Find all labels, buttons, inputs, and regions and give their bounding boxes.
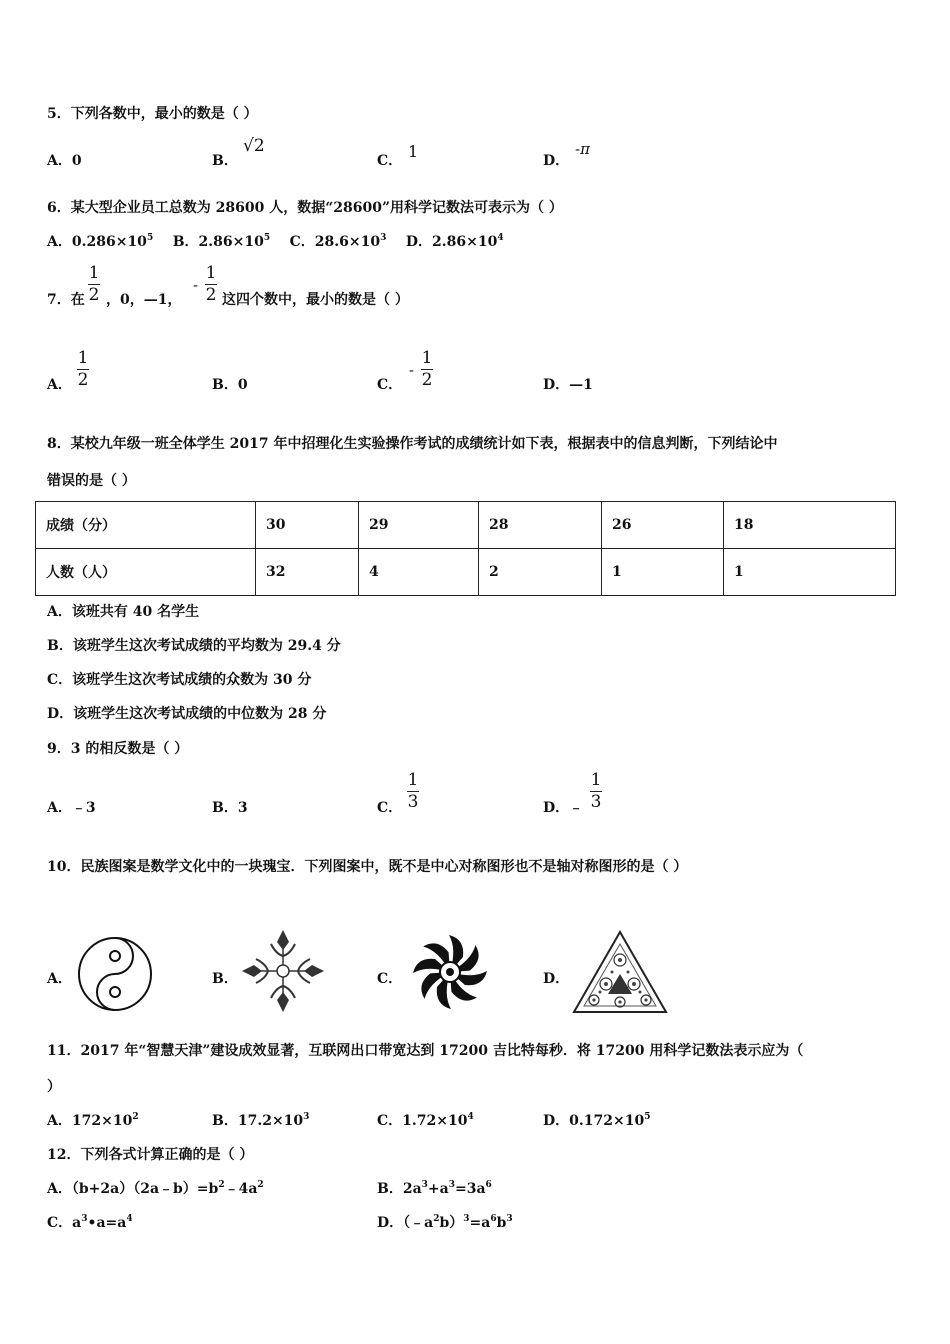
ornate-triangle-figure: [572, 930, 668, 1014]
q7-option-a-label: A．: [47, 377, 72, 393]
q8-stem-line2: 错误的是（ ）: [47, 473, 136, 489]
q9-option-d-fraction: 1 3: [590, 770, 602, 812]
q8-option-c: C．该班学生这次考试成绩的众数为 30 分: [47, 672, 312, 688]
pinwheel-flower-figure: [405, 927, 495, 1017]
q8-stem-line1: 8．某校九年级一班全体学生 2017 年中招理化生实验操作考试的成绩统计如下表，根据表中的信息判断，下列结论中: [47, 436, 778, 452]
q5-option-d-value: -π: [575, 140, 590, 158]
q12-option-c: C．$a^3•a=a^4$: [47, 1214, 133, 1231]
q9-option-c-label: C．: [377, 800, 403, 816]
q7-fraction-half: 1 2: [88, 263, 100, 305]
q7-option-c-neg: -: [409, 361, 415, 379]
q5-option-b-sqrt: √2: [243, 136, 265, 156]
table-cell: 成绩（分）: [36, 502, 256, 549]
q11-stem-line2: ）: [47, 1079, 61, 1095]
q7-option-a-fraction: 1 2: [77, 348, 89, 390]
yin-yang-figure: [76, 935, 154, 1013]
table-cell: 32: [256, 549, 359, 596]
q12-option-d: D．$(﹣a^2b)^3=a^6b^3$: [377, 1214, 513, 1231]
table-cell: 4: [359, 549, 479, 596]
q7-middle: ，0，—1，: [106, 292, 182, 308]
q9-option-a: A．﹣3: [47, 800, 96, 816]
q8-option-b: B．该班学生这次考试成绩的平均数为 29.4 分: [47, 638, 341, 654]
q5-option-b-label: B．: [212, 153, 238, 169]
q12-stem: 12．下列各式计算正确的是（ ）: [47, 1147, 254, 1163]
q11-option-d: D．$0.172\times 10^5$: [543, 1112, 651, 1129]
four-way-ornament-figure: [240, 928, 326, 1014]
q7-prefix: 7．在: [47, 292, 85, 308]
q5-option-a: A．0: [47, 153, 82, 169]
q7-fraction-neg-half: 1 2: [205, 263, 217, 305]
table-cell: 1: [724, 549, 896, 596]
q5-stem: 5．下列各数中，最小的数是（ ）: [47, 106, 258, 122]
q5-option-c-label: C．: [377, 153, 403, 169]
q12-option-b: B．$2a^3+a^3=3a^6$: [377, 1180, 492, 1197]
table-cell: 人数（人）: [36, 549, 256, 596]
table-cell: 26: [602, 502, 724, 549]
q7-option-d: D．—1: [543, 377, 593, 393]
table-cell: 29: [359, 502, 479, 549]
q11-option-a: A．$172\times 10^2$: [47, 1112, 139, 1129]
q7-option-b: B．0: [212, 377, 248, 393]
q11-option-c: C．$1.72\times 10^4$: [377, 1112, 474, 1129]
q5-option-c-value: 1: [408, 142, 419, 161]
table-cell: 18: [724, 502, 896, 549]
q6-stem: 6．某大型企业员工总数为 28600 人，数据“28600”用科学记数法可表示为（ ）: [47, 200, 563, 216]
q12-option-a: A．$(b+2a)(2a﹣b)=b^2﹣4a^2$: [47, 1180, 264, 1197]
q10-option-a-label: A．: [47, 971, 72, 987]
q10-option-b-label: B．: [212, 971, 238, 987]
q9-option-c-fraction: 1 3: [407, 770, 419, 812]
table-cell: 28: [479, 502, 602, 549]
table-cell: 1: [602, 549, 724, 596]
q10-stem: 10．民族图案是数学文化中的一块瑰宝．下列图案中，既不是中心对称图形也不是轴对称图形的是（ ）: [47, 859, 688, 875]
q7-option-c-fraction: 1 2: [421, 348, 433, 390]
q5-option-d-label: D．: [543, 153, 570, 169]
table-cell: 2: [479, 549, 602, 596]
q7-neg-sign: -: [193, 276, 199, 294]
q9-stem: 9．3 的相反数是（ ）: [47, 741, 189, 757]
table-row: [36, 502, 896, 549]
grades-table: [35, 501, 896, 596]
table-cell: 30: [256, 502, 359, 549]
q6-options: A．$0.286\times 10^5$ B．$2.86\times 10^5$ C．$28.6\times 10^3$ D．$2.86\times 10^4$: [47, 233, 504, 250]
q11-option-b: B．$17.2\times 10^3$: [212, 1112, 310, 1129]
q9-option-d-label: D．﹣: [543, 800, 584, 816]
q9-option-b: B．3: [212, 800, 248, 816]
table-row: [36, 549, 896, 596]
q8-option-a: A．该班共有 40 名学生: [47, 604, 200, 620]
q8-option-d: D．该班学生这次考试成绩的中位数为 28 分: [47, 706, 327, 722]
q10-option-c-label: C．: [377, 971, 403, 987]
q7-suffix: 这四个数中，最小的数是（ ）: [222, 292, 409, 308]
q10-option-d-label: D．: [543, 971, 570, 987]
q11-stem-line1: 11．2017 年“智慧天津”建设成效显著，互联网出口带宽达到 17200 吉比特每秒．将 17200 用科学记数法表示应为（: [47, 1043, 804, 1059]
q7-option-c-label: C．: [377, 377, 403, 393]
